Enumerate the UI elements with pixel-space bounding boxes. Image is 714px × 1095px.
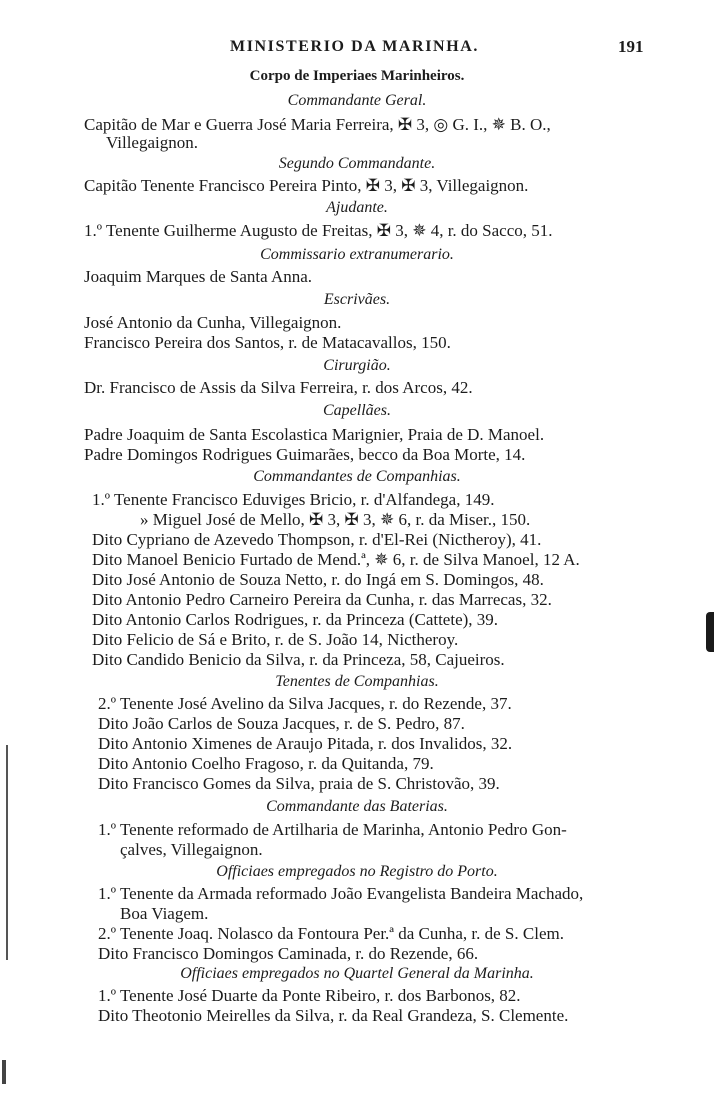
- entry-line: 1.º Tenente reformado de Artilharia de Marinha, Antonio Pedro Gon-: [98, 820, 567, 839]
- section-heading: Ajudante.: [326, 199, 388, 216]
- entry-line: Dito Felicio de Sá e Brito, r. de S. João 14, Nictheroy.: [92, 630, 459, 649]
- corps-subtitle: Corpo de Imperiaes Marinheiros.: [249, 68, 465, 84]
- entry-line: 2.º Tenente José Avelino da Silva Jacques, r. do Rezende, 37.: [98, 694, 512, 713]
- entry-line: » Miguel José de Mello, ✠ 3, ✠ 3, ✵ 6, r. da Miser., 150.: [140, 510, 531, 529]
- entry-line: Dito José Antonio de Souza Netto, r. do Ingá em S. Domingos, 48.: [92, 570, 544, 589]
- entry-line: Dito Antonio Pedro Carneiro Pereira da Cunha, r. das Marrecas, 32.: [92, 590, 552, 609]
- entry-line: Dito Candido Benicio da Silva, r. da Princeza, 58, Cajueiros.: [92, 650, 505, 669]
- entry-line: Dito Francisco Domingos Caminada, r. do Rezende, 66.: [98, 944, 479, 963]
- section-heading: Capellães.: [323, 402, 391, 419]
- entry-line: Dito Theotonio Meirelles da Silva, r. da Real Grandeza, S. Clemente.: [98, 1006, 569, 1025]
- entry-line: José Antonio da Cunha, Villegaignon.: [84, 313, 342, 332]
- section-heading: Officiaes empregados no Registro do Porto.: [216, 863, 498, 880]
- page-number: 191: [618, 37, 644, 56]
- section-heading: Cirurgião.: [323, 357, 391, 374]
- entry-line: Dito Antonio Ximenes de Araujo Pitada, r. dos Invalidos, 32.: [98, 734, 513, 753]
- entry-line: 1.º Tenente da Armada reformado João Evangelista Bandeira Machado,: [98, 884, 584, 903]
- entry-line: Dr. Francisco de Assis da Silva Ferreira, r. dos Arcos, 42.: [84, 378, 473, 397]
- section-heading: Commissario extranumerario.: [260, 246, 454, 263]
- entry-line: Villegaignon.: [106, 133, 198, 152]
- entry-line: Dito Cypriano de Azevedo Thompson, r. d'El-Rei (Nictheroy), 41.: [92, 530, 542, 549]
- section-heading: Commandante das Baterias.: [266, 798, 448, 815]
- section-heading: Commandante Geral.: [287, 92, 427, 109]
- entry-line: çalves, Villegaignon.: [120, 840, 263, 859]
- section-heading: Officiaes empregados no Quartel General da Marinha.: [180, 965, 534, 982]
- binding-shadow-dots: [2, 1060, 6, 1084]
- section-heading: Commandantes de Companhias.: [253, 468, 461, 485]
- entry-line: 1.º Tenente Guilherme Augusto de Freitas, ✠ 3, ✵ 4, r. do Sacco, 51.: [84, 221, 553, 240]
- entry-line: 2.º Tenente Joaq. Nolasco da Fontoura Per.ª da Cunha, r. de S. Clem.: [98, 924, 564, 943]
- entry-line: Dito Antonio Carlos Rodrigues, r. da Princeza (Cattete), 39.: [92, 610, 499, 629]
- entry-line: Boa Viagem.: [120, 904, 209, 923]
- entry-line: Padre Domingos Rodrigues Guimarães, becco da Boa Morte, 14.: [84, 445, 526, 464]
- entry-line: Padre Joaquim de Santa Escolastica Marignier, Praia de D. Manoel.: [84, 425, 545, 444]
- entry-line: Capitão Tenente Francisco Pereira Pinto, ✠ 3, ✠ 3, Villegaignon.: [84, 176, 529, 195]
- section-heading: Tenentes de Companhias.: [275, 673, 439, 690]
- section-heading: Segundo Commandante.: [278, 155, 436, 172]
- entry-line: 1.º Tenente Francisco Eduviges Bricio, r. d'Alfandega, 149.: [92, 490, 495, 509]
- entry-line: Dito João Carlos de Souza Jacques, r. de S. Pedro, 87.: [98, 714, 465, 733]
- entry-line: Joaquim Marques de Santa Anna.: [84, 267, 313, 286]
- entry-line: Capitão de Mar e Guerra José Maria Ferreira, ✠ 3, ◎ G. I., ✵ B. O.,: [84, 115, 551, 134]
- binding-shadow: [6, 745, 8, 960]
- entry-line: Dito Antonio Coelho Fragoso, r. da Quitanda, 79.: [98, 754, 434, 773]
- margin-mark: [706, 612, 714, 652]
- entry-line: 1.º Tenente José Duarte da Ponte Ribeiro, r. dos Barbonos, 82.: [98, 986, 521, 1005]
- section-heading: Escrivães.: [323, 291, 391, 308]
- entry-line: Dito Francisco Gomes da Silva, praia de S. Christovão, 39.: [98, 774, 500, 793]
- running-title: MINISTERIO DA MARINHA.: [230, 38, 479, 55]
- entry-line: Dito Manoel Benicio Furtado de Mend.ª, ✵ 6, r. de Silva Manoel, 12 A.: [92, 550, 580, 569]
- entry-line: Francisco Pereira dos Santos, r. de Matacavallos, 150.: [84, 333, 451, 352]
